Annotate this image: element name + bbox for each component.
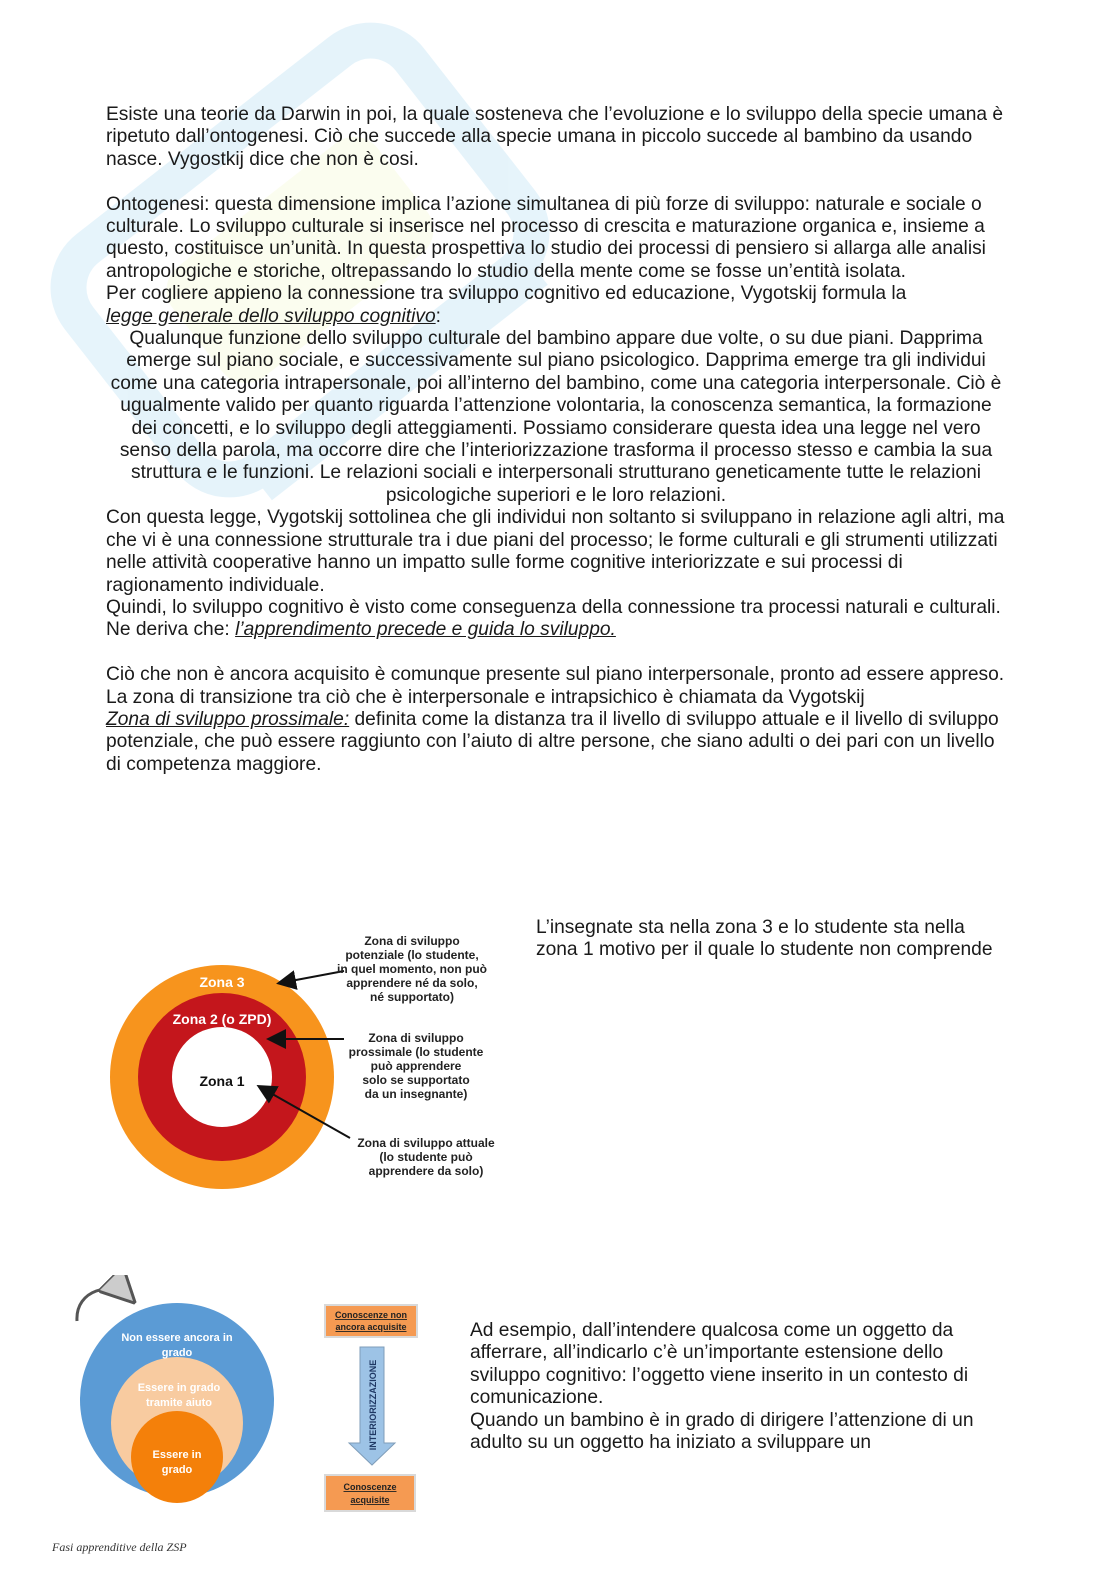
bambino-paragraph: Quando un bambino è in grado di dirigere l’attenzione di un adulto su un oggetto ha iniziato a sviluppare un bbox=[470, 1409, 974, 1454]
paragraph-con-questa-legge: Con questa legge, Vygotskij sottolinea che gli individui non soltanto si sviluppano in relazione agli altri, ma che vi è una connessione strutturale tra i due piani del processo; le forme culturali e gli strumenti utilizzati nelle attività cooperative hanno un impatto sulle forme cognitive interiorizzate e sui processi di ragionamento individuale. bbox=[106, 507, 1005, 596]
potenziale-line: né supportato) bbox=[370, 990, 454, 1004]
box-bottom-line: acquisite bbox=[350, 1495, 390, 1505]
prossimale-line: prossimale (lo studente bbox=[348, 1045, 484, 1059]
paragraph-ne-deriva bbox=[106, 619, 1006, 641]
legge-term: legge generale dello sviluppo cognitivo bbox=[106, 305, 436, 327]
paragraph-legge-intro bbox=[106, 283, 1006, 328]
box-top-line: Conoscenze non bbox=[334, 1310, 408, 1320]
inner-line: Essere in bbox=[152, 1449, 202, 1461]
potenziale-line: Zona di sviluppo bbox=[364, 934, 460, 948]
zona3-label: Zona 3 bbox=[199, 974, 245, 990]
side-text-esempio bbox=[470, 1320, 1010, 1454]
cycle-arrow-icon bbox=[77, 1289, 129, 1321]
apprendimento-emphasis: l’apprendimento precede e guida lo sviluppo. bbox=[235, 619, 616, 641]
phases-diagram bbox=[55, 1275, 435, 1525]
legge-intro-text: Per cogliere appieno la connessione tra sviluppo cognitivo ed educazione, Vygotskij formula la bbox=[106, 283, 907, 305]
attuale-line: (lo studente può bbox=[379, 1150, 473, 1164]
box-bottom-line: Conoscenze bbox=[343, 1482, 397, 1492]
middle-line: Essere in grado bbox=[137, 1382, 221, 1394]
paragraph-ontogenesi: Ontogenesi: questa dimensione implica l’azione simultanea di più forze di sviluppo: naturale e sociale o culturale. Lo sviluppo culturale si inserisce nel processo di crescita e maturazione organica e, insieme a questo, costituisce un’unità. In questa prospettiva lo studio dei processi di pensiero si allarga alle analisi antropologiche e storiche, oltrepassando lo studio della mente come se fosse un’entità isolata. bbox=[106, 193, 986, 282]
middle-line: tramite aiuto bbox=[145, 1397, 213, 1409]
prossimale-line: Zona di sviluppo bbox=[368, 1031, 464, 1045]
prossimale-line: può apprendere bbox=[370, 1059, 462, 1073]
potenziale-line: apprendere né da solo, bbox=[346, 976, 478, 990]
attuale-line: apprendere da solo) bbox=[368, 1164, 484, 1178]
attuale-line: Zona di sviluppo attuale bbox=[357, 1136, 495, 1150]
main-text bbox=[106, 104, 1006, 776]
prossimale-line: solo se supportato bbox=[362, 1073, 470, 1087]
box-top-line: ancora acquisite bbox=[335, 1322, 407, 1332]
figure-caption: Fasi apprenditive della ZSP bbox=[52, 1540, 187, 1554]
paragraph-zsp bbox=[106, 709, 1006, 776]
inner-line: grado bbox=[161, 1464, 193, 1476]
zona2-label: Zona 2 (o ZPD) bbox=[172, 1011, 272, 1027]
zpd-diagram bbox=[100, 925, 520, 1200]
paragraph-zona-transizione: Ciò che non è ancora acquisito è comunque presente sul piano interpersonale, pronto ad essere appreso. La zona di transizione tra ciò che è interpersonale e intrapsichico è chiamata da Vygotskij bbox=[106, 664, 1005, 708]
quote-vygotskij: Qualunque funzione dello sviluppo culturale del bambino appare due volte, o su due piani. Dapprima emerge sul piano sociale, e successivamente sul piano psicologico. Dapprima emerge tra gli individui come una categoria intrapersonale, poi all’interno del bambino, come una categoria interpersonale. Ciò è ugualmente valido per quanto riguarda l’attenzione volontaria, la conoscenza semantica, la formazione dei concetti, e lo sviluppo degli atteggiamenti. Possiamo considerare questa idea una legge nel vero senso della parola, ma occorre dire che l’interiorizzazione trasforma il processo stesso e cambia la sua struttura e le funzioni. Le relazioni sociali e interpersonali strutturano geneticamente tutte le relazioni psicologiche superiori e le loro relazioni. bbox=[110, 328, 1002, 506]
label-prossimale bbox=[349, 1031, 484, 1101]
zona1-label: Zona 1 bbox=[199, 1073, 245, 1089]
potenziale-line: potenziale (lo studente, bbox=[345, 948, 479, 962]
paragraph-darwin: Esiste una teorie da Darwin in poi, la quale sosteneva che l’evoluzione e lo sviluppo della specie umana è ripetuto dall’ontogenesi. Ciò che succede alla specie umana in piccolo succede al bambino da usando nasce. Vygostkij dice che non è cosi. bbox=[106, 104, 1004, 170]
zsp-definition: definita come la distanza tra il livello di sviluppo attuale e il livello di sviluppo potenziale, che può essere raggiunto con l’aiuto di altre persone, che siano adulti o dei pari con un livello di competenza maggiore. bbox=[106, 708, 999, 775]
outer-line: Non essere ancora in bbox=[121, 1332, 233, 1344]
zsp-term: Zona di sviluppo prossimale: bbox=[106, 708, 350, 730]
potenziale-line: in quel momento, non può bbox=[337, 962, 487, 976]
paragraph-quindi: Quindi, lo sviluppo cognitivo è visto come conseguenza della connessione tra processi naturali e culturali. bbox=[106, 596, 1001, 618]
box-acquisite bbox=[325, 1475, 415, 1511]
esempio-paragraph: Ad esempio, dall’intendere qualcosa come un oggetto da afferrare, all’indicarlo c’è un’importante estensione dello sviluppo cognitivo: l’oggetto viene inserito in un contesto di comunicazione. bbox=[470, 1320, 969, 1409]
insegnante-paragraph: L’insegnate sta nella zona 3 e lo studente sta nella zona 1 motivo per il quale lo studente non comprende bbox=[536, 917, 993, 961]
label-attuale bbox=[357, 1136, 495, 1178]
arrow-zona3 bbox=[280, 971, 344, 983]
legge-colon: : bbox=[435, 305, 441, 327]
side-text-insegnante bbox=[536, 917, 1006, 962]
label-potenziale bbox=[337, 934, 487, 1004]
ne-deriva-text: Ne deriva che: bbox=[106, 619, 230, 641]
interiorizzazione-label: INTERIORIZZAZIONE bbox=[368, 1359, 378, 1451]
prossimale-line: da un insegnante) bbox=[364, 1087, 468, 1101]
outer-line: grado bbox=[161, 1347, 193, 1359]
